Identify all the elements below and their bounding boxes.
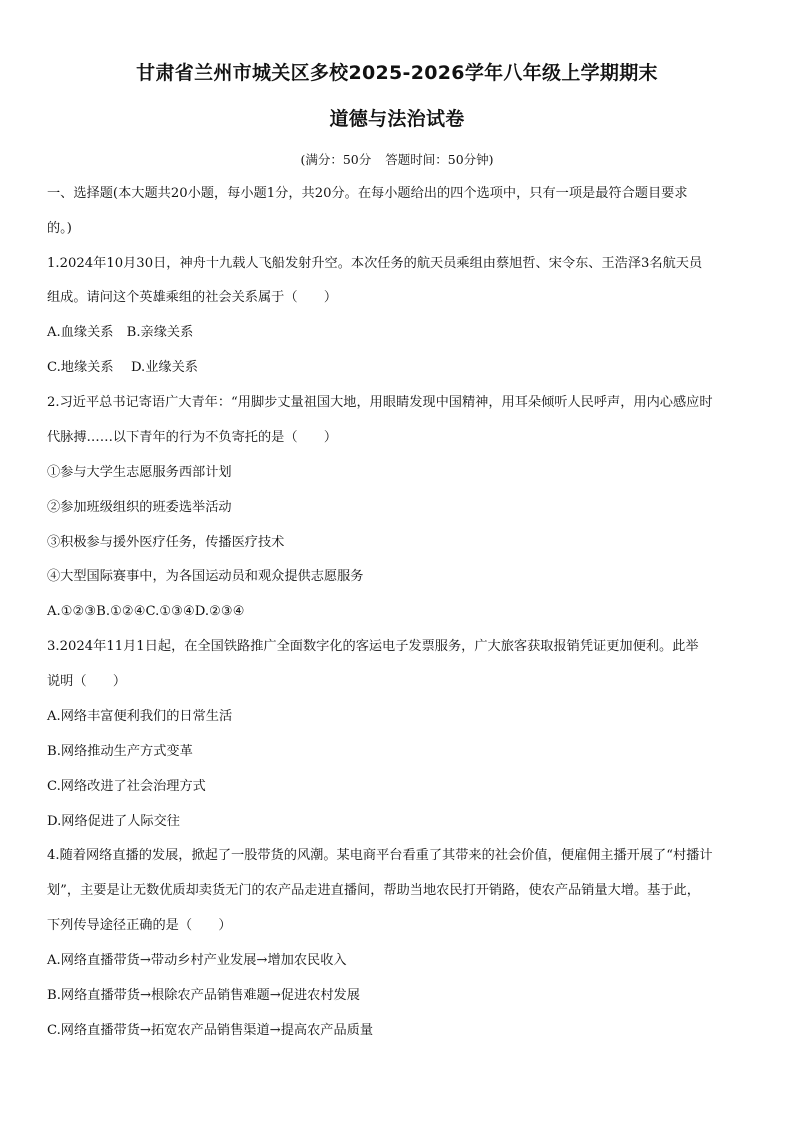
exam-meta — [0, 150, 794, 168]
q3-option-b: B.网络推动生产方式变革 — [47, 744, 193, 759]
q1-stem: 1.2024年10月30日，神舟十九载人飞船发射升空。本次任务的航天员乘组由蔡旭哲、宋令东、王浩泽3名航天员 — [47, 256, 703, 271]
exam-subject-title: 道德与法治试卷 — [329, 108, 465, 130]
q3-option-a: A.网络丰富便利我们的日常生活 — [47, 709, 233, 724]
q2-item-4: ④大型国际赛事中，为各国运动员和观众提供志愿服务 — [47, 569, 364, 584]
q3-stem: 3.2024年11月1日起，在全国铁路推广全面数字化的客运电子发票服务，广大旅客获取报销凭证更加便利。此举 — [47, 639, 699, 654]
section-instructions-cont: 的。) — [47, 221, 72, 236]
q2-item-3: ③积极参与援外医疗任务，传播医疗技术 — [47, 535, 285, 550]
q1-options-cd: C.地缘关系 D.业缘关系 — [47, 360, 198, 375]
q3-option-d: D.网络促进了人际交往 — [47, 814, 180, 829]
q4-option-b: B.网络直播带货→根除农产品销售难题→促进农村发展 — [47, 988, 360, 1003]
q4-stem: 4.随着网络直播的发展，掀起了一股带货的风潮。某电商平台看重了其带来的社会价值，便雇佣主播开展了“村播计 — [47, 848, 713, 863]
q2-stem: 2.习近平总书记寄语广大青年：“用脚步丈量祖国大地，用眼睛发现中国精神，用耳朵倾听人民呼声，用内心感应时 — [47, 395, 713, 410]
section-instructions: 一、选择题(本大题共20小题，每小题1分，共20分。在每小题给出的四个选项中，只有一项是最符合题目要求 — [47, 186, 688, 201]
q1-options-ab: A.血缘关系 B.亲缘关系 — [47, 325, 194, 340]
q4-option-a: A.网络直播带货→带动乡村产业发展→增加农民收入 — [47, 953, 347, 968]
q2-options: A.①②③B.①②④C.①③④D.②③④ — [47, 604, 245, 619]
q2-item-1: ①参与大学生志愿服务西部计划 — [47, 465, 232, 480]
q2-item-2: ②参加班级组织的班委选举活动 — [47, 500, 232, 515]
q4-option-c: C.网络直播带货→拓宽农产品销售渠道→提高农产品质量 — [47, 1023, 374, 1038]
q3-option-c: C.网络改进了社会治理方式 — [47, 779, 206, 794]
q4-stem-cont-2: 下列传导途径正确的是（ ） — [47, 918, 232, 933]
q3-stem-cont: 说明（ ） — [47, 674, 127, 689]
exam-title: 甘肃省兰州市城关区多校2025-2026学年八年级上学期期末 — [136, 62, 658, 84]
q4-stem-cont: 划”，主要是让无数优质却卖货无门的农产品走进直播间，帮助当地农民打开销路，使农产品销量大增。基于此， — [47, 883, 700, 898]
q2-stem-cont: 代脉搏……以下青年的行为不负寄托的是（ ） — [47, 430, 338, 445]
q1-stem-cont: 组成。请问这个英雄乘组的社会关系属于（ ） — [47, 290, 338, 305]
answer-time: 答题时间：50分钟) — [385, 152, 494, 167]
full-score: (满分：50分 — [300, 152, 372, 167]
